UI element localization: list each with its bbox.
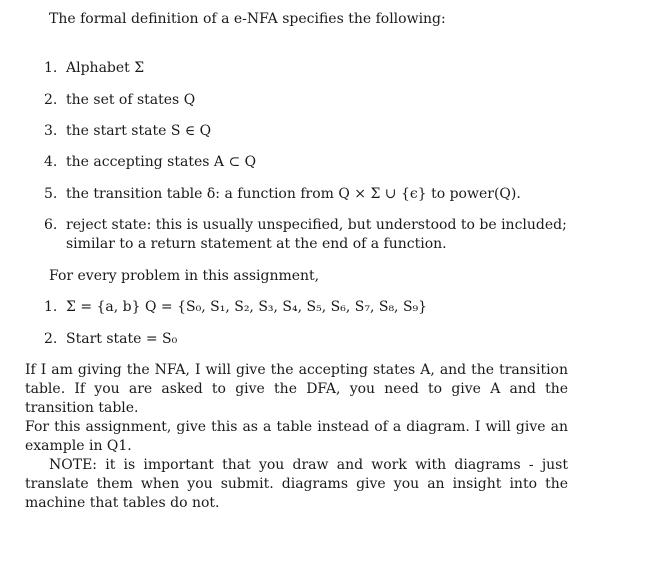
item-text: the accepting states A ⊂ Q: [66, 154, 257, 170]
item-number: 1.: [44, 60, 58, 76]
item-text: reject state: this is usually unspecified, but understood to be included;: [66, 217, 567, 233]
item-number: 3.: [44, 123, 58, 139]
item-number: 1.: [44, 299, 58, 315]
problem-item-1: [44, 298, 427, 316]
definition-item-6: [44, 216, 567, 234]
paragraph-table-instructions: For this assignment, give this as a table instead of a diagram. I will give an example in Q1.: [25, 419, 568, 454]
definition-item-6-continuation: similar to a return statement at the end of a function.: [66, 236, 447, 252]
problem-intro-text: For every problem in this assignment,: [49, 268, 320, 284]
item-text: Alphabet Σ: [66, 60, 145, 76]
problem-item-2: [44, 330, 177, 348]
definition-item-3: [44, 122, 211, 140]
definition-item-2: [44, 91, 195, 109]
item-text: Start state = S₀: [66, 331, 178, 347]
definition-item-4: [44, 153, 256, 171]
paragraph-nfa-dfa: If I am giving the NFA, I will give the accepting states A, and the transition table. If you are asked to give the DFA, you need to give A and the transition table.: [25, 362, 568, 416]
item-number: 2.: [44, 92, 58, 108]
intro-text: The formal definition of a e-NFA specifies the following:: [49, 11, 446, 27]
item-number: 4.: [44, 154, 58, 170]
item-text: Σ = {a, b} Q = {S₀, S₁, S₂, S₃, S₄, S₅, S₆, S₇, S₈, S₉}: [66, 299, 428, 315]
definition-item-5: [44, 185, 521, 203]
item-text: the transition table δ: a function from Q × Σ ∪ {ϵ} to power(Q).: [66, 186, 521, 202]
item-text: the set of states Q: [66, 92, 196, 108]
note-text: NOTE: it is important that you draw and work with diagrams - just translate them when you submit. diagrams give you an insight into the machine that tables do not.: [25, 457, 568, 511]
definition-item-1: [44, 59, 144, 77]
item-text: the start state S ∈ Q: [66, 123, 212, 139]
item-number: 2.: [44, 331, 58, 347]
item-number: 5.: [44, 186, 58, 202]
paragraph-note: [25, 456, 568, 513]
item-number: 6.: [44, 217, 58, 233]
